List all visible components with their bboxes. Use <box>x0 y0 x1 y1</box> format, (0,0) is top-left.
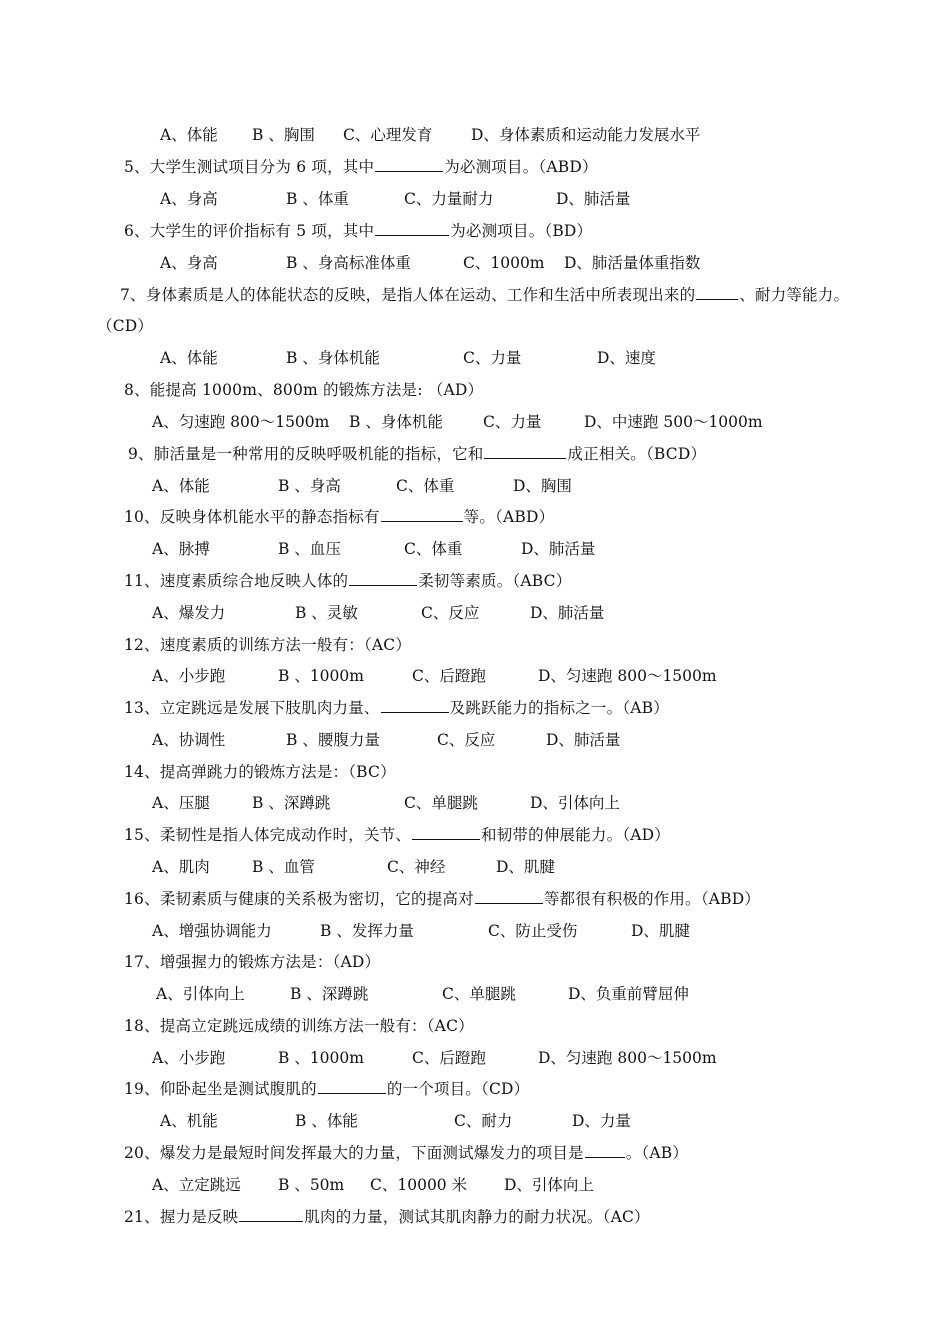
question-text: 5、大学生测试项目分为 6 项，其中 <box>124 158 375 176</box>
question-line <box>120 284 849 306</box>
fill-in-blank <box>696 284 738 300</box>
answer-option: B 、灵敏 <box>295 604 358 622</box>
answer-option: A、体能 <box>160 126 218 144</box>
question-text: 17、增强握力的锻炼方法是：（AD） <box>124 953 381 971</box>
answer-option: C、反应 <box>421 604 480 622</box>
answer-option: B 、体重 <box>286 190 349 208</box>
answer-option: A、肌肉 <box>152 858 210 876</box>
answer-option: B 、1000m <box>278 667 364 685</box>
question-text: 20、爆发力是最短时间发挥最大的力量，下面测试爆发力的项目是 <box>124 1144 584 1162</box>
question-text-tail: 为必测项目。（ABD） <box>444 158 598 176</box>
question-text-tail: 等都很有积极的作用。（ABD） <box>543 890 761 908</box>
answer-option: A、爆发力 <box>152 604 226 622</box>
answer-option: C、心理发育 <box>343 126 433 144</box>
answer-option: B 、身体机能 <box>286 349 380 367</box>
answer-option: A、协调性 <box>152 731 226 749</box>
answer-option: C、神经 <box>387 858 446 876</box>
fill-in-blank <box>585 1142 625 1158</box>
question-line <box>124 761 396 783</box>
answer-option: B 、深蹲跳 <box>252 794 331 812</box>
question-text: 7、身体素质是人的体能状态的反映，是指人体在运动、工作和生活中所表现出来的 <box>120 286 696 304</box>
question-text: 9、肺活量是一种常用的反映呼吸机能的指标，它和 <box>128 445 484 463</box>
question-text: 13、立定跳远是发展下肢肌肉力量、 <box>124 699 380 717</box>
answer-option: D、匀速跑 800～1500m <box>538 1049 717 1067</box>
question-line <box>128 443 706 465</box>
fill-in-blank <box>239 1206 303 1222</box>
answer-option: C、防止受伤 <box>488 922 578 940</box>
answer-option: D、力量 <box>572 1112 631 1130</box>
question-text-tail: 的一个项目。（CD） <box>386 1080 530 1098</box>
question-line <box>124 1015 474 1037</box>
answer-option: A、小步跑 <box>152 1049 226 1067</box>
answer-option: D、身体素质和运动能力发展水平 <box>471 126 701 144</box>
question-line <box>124 1206 650 1228</box>
question-continuation: （CD） <box>97 317 154 335</box>
question-text-tail: 及跳跃能力的指标之一。（AB） <box>449 699 669 717</box>
answer-option: B 、体能 <box>295 1112 358 1130</box>
fill-in-blank <box>381 697 449 713</box>
question-text-tail: 、耐力等能力。 <box>739 286 850 304</box>
answer-option: D、速度 <box>597 349 656 367</box>
answer-option: D、肺活量 <box>521 540 596 558</box>
question-text-tail: 。（AB） <box>625 1144 689 1162</box>
fill-in-blank <box>412 824 480 840</box>
answer-option: D、肺活量体重指数 <box>564 254 701 272</box>
answer-option: A、引体向上 <box>156 985 245 1003</box>
answer-option: C、后蹬跑 <box>412 667 486 685</box>
question-text: 18、提高立定跳远成绩的训练方法一般有：（AC） <box>124 1017 474 1035</box>
question-text: 19、仰卧起坐是测试腹肌的 <box>124 1080 317 1098</box>
answer-option: A、压腿 <box>152 794 210 812</box>
question-text-tail: 肌肉的力量，测试其肌肉静力的耐力状况。（AC） <box>304 1208 650 1226</box>
answer-option: C、力量 <box>463 349 522 367</box>
answer-option: A、身高 <box>160 254 218 272</box>
answer-option: C、体重 <box>404 540 463 558</box>
answer-option: B 、腰腹力量 <box>286 731 380 749</box>
question-line <box>124 570 571 592</box>
question-text-tail: 为必测项目。（BD） <box>450 222 593 240</box>
question-line <box>124 379 483 401</box>
answer-option: A、小步跑 <box>152 667 226 685</box>
answer-option: B 、发挥力量 <box>320 922 414 940</box>
question-text: 16、柔韧素质与健康的关系极为密切，它的提高对 <box>124 890 474 908</box>
question-line <box>124 824 670 846</box>
answer-option: D、肌腱 <box>631 922 690 940</box>
question-text: 14、提高弹跳力的锻炼方法是：（BC） <box>124 763 396 781</box>
answer-option: A、匀速跑 800～1500m <box>152 413 330 431</box>
question-line <box>124 156 598 178</box>
answer-option: C、体重 <box>396 477 455 495</box>
answer-option: B 、胸围 <box>252 126 315 144</box>
question-text: 21、握力是反映 <box>124 1208 239 1226</box>
answer-option: D、肺活量 <box>556 190 631 208</box>
question-line <box>124 888 760 910</box>
fill-in-blank <box>484 443 566 459</box>
question-text: 10、反映身体机能水平的静态指标有 <box>124 508 380 526</box>
fill-in-blank <box>381 506 463 522</box>
answer-option: A、体能 <box>160 349 218 367</box>
question-text: 12、速度素质的训练方法一般有：（AC） <box>124 636 412 654</box>
answer-option: A、机能 <box>160 1112 218 1130</box>
answer-option: B 、身高标准体重 <box>286 254 411 272</box>
answer-option: D、引体向上 <box>530 794 620 812</box>
question-text: 8、能提高 1000m、800m 的锻炼方法是: （AD） <box>124 381 484 399</box>
question-line <box>124 506 554 528</box>
answer-option: B 、身体机能 <box>349 413 443 431</box>
fill-in-blank <box>318 1078 386 1094</box>
answer-option: D、肺活量 <box>546 731 621 749</box>
question-text: 15、柔韧性是指人体完成动作时，关节、 <box>124 826 412 844</box>
answer-option: C、力量耐力 <box>404 190 494 208</box>
answer-option: D、胸围 <box>513 477 572 495</box>
fill-in-blank <box>375 156 443 172</box>
question-line <box>124 1142 688 1164</box>
question-line <box>124 634 411 656</box>
answer-option: B 、1000m <box>278 1049 364 1067</box>
answer-option: C、后蹬跑 <box>412 1049 486 1067</box>
question-text-tail: 等。（ABD） <box>463 508 555 526</box>
question-line <box>124 697 669 719</box>
question-text: 11、速度素质综合地反映人体的 <box>124 572 349 590</box>
answer-option: C、1000m <box>463 254 545 272</box>
answer-option: D、负重前臂屈伸 <box>568 985 689 1003</box>
question-text-tail: 柔韧等素质。（ABC） <box>418 572 572 590</box>
answer-option: D、匀速跑 800～1500m <box>538 667 717 685</box>
question-text-tail: 和韧带的伸展能力。（AD） <box>481 826 671 844</box>
answer-option: B 、深蹲跳 <box>290 985 369 1003</box>
answer-option: A、体能 <box>152 477 210 495</box>
answer-option: D、引体向上 <box>504 1176 594 1194</box>
fill-in-blank <box>375 220 449 236</box>
answer-option: C、10000 米 <box>370 1176 468 1194</box>
answer-option: B 、血管 <box>252 858 315 876</box>
answer-option: A、脉搏 <box>152 540 210 558</box>
answer-option: A、立定跳远 <box>152 1176 241 1194</box>
fill-in-blank <box>349 570 417 586</box>
answer-option: D、中速跑 500～1000m <box>584 413 763 431</box>
answer-option: C、力量 <box>483 413 542 431</box>
question-text: 6、大学生的评价指标有 5 项，其中 <box>124 222 375 240</box>
answer-option: A、身高 <box>160 190 218 208</box>
question-line <box>124 951 380 973</box>
answer-option: D、肺活量 <box>530 604 605 622</box>
answer-option: B 、身高 <box>278 477 341 495</box>
answer-option: C、反应 <box>437 731 496 749</box>
question-line <box>124 1078 529 1100</box>
answer-option: C、单腿跳 <box>442 985 516 1003</box>
question-line <box>124 220 592 242</box>
answer-option: D、肌腱 <box>496 858 555 876</box>
answer-option: B 、50m <box>278 1176 345 1194</box>
answer-option: C、耐力 <box>454 1112 513 1130</box>
question-text-tail: 成正相关。（BCD） <box>567 445 707 463</box>
fill-in-blank <box>475 888 543 904</box>
answer-option: B 、血压 <box>278 540 341 558</box>
answer-option: A、增强协调能力 <box>152 922 272 940</box>
answer-option: C、单腿跳 <box>404 794 478 812</box>
